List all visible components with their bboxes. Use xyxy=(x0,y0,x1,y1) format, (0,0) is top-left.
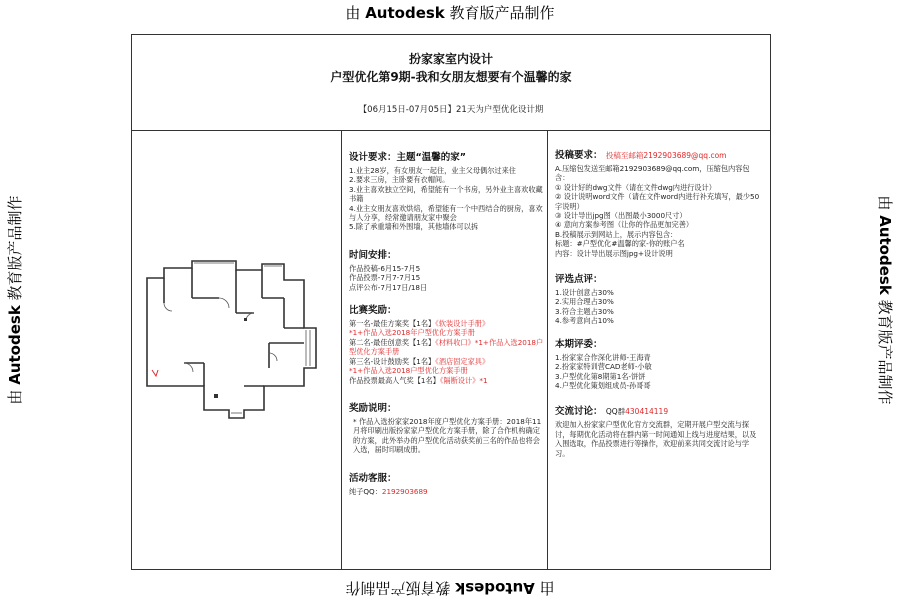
prizes-title: 比赛奖励： xyxy=(349,305,397,317)
submission-item: 内容：设计导出展示图jpg+设计说明 xyxy=(555,248,673,258)
review-item: 2.实用合理占30% xyxy=(555,297,614,307)
judge-item: 4.户型优化策划组成员-孙哥哥 xyxy=(555,380,651,390)
reward-note-text: * 作品入选扮家家2018年度户型优化方案手册：2018年11月将印刷出版扮家家户型优化方案手册，除了合作机构确定的方案，此外举办的户型优化活动获奖前三名的作品也将会入选，届时印刷成册。 xyxy=(353,416,542,455)
prize-first-note: *1+作品入选2018年户型优化方案手册 xyxy=(349,328,475,338)
submission-item: ① 设计好的dwg文件（请在文件dwg内进行设计） xyxy=(555,182,716,192)
schedule xyxy=(349,250,544,292)
submission-item: ④ 意向方案参考图（让你的作品更加完善） xyxy=(555,220,694,230)
submission-panel xyxy=(548,130,770,569)
design-item: 2.要求三房，主卧要有衣帽间。 xyxy=(349,175,450,185)
schedule-item: 作品投票-7月7-7月15 xyxy=(349,273,421,283)
design-item: 1.业主28岁，有女朋友一起住，业主父母偶尔过来住 xyxy=(349,166,516,175)
prize-second: 第二名-最佳创意奖【1名】《材料收口》*1+作品入选2018户型优化方案手册 xyxy=(349,337,544,357)
service xyxy=(349,473,544,496)
review-title: 评选点评： xyxy=(555,274,603,286)
submission-item: 标题：#户型优化#温馨的家-你的账户名 xyxy=(555,239,685,249)
design-requirements xyxy=(349,152,544,232)
discussion-title: 交流讨论： QQ群430414119 xyxy=(555,406,669,418)
review-item: 3.符合主题占30% xyxy=(555,306,614,316)
design-requirements-title: 设计要求：主题“温馨的家” xyxy=(349,152,466,163)
submission-title: 投稿要求： 投稿至邮箱2192903689@qq.com xyxy=(555,150,727,161)
design-item: 4.业主女朋友喜欢烘焙，希望能有一个中西结合的厨房，喜欢与人分享，经常邀请朋友家中聚会 xyxy=(349,203,543,223)
review-item: 4.参考意向占10% xyxy=(555,316,614,326)
service-contact: 纯子QQ：2192903689 xyxy=(349,486,428,496)
requirements-panel xyxy=(341,130,548,569)
submission-requirements xyxy=(555,150,763,258)
prize-third: 第三名-设计鼓励奖【1名】《酒店固定家具》 xyxy=(349,356,490,366)
discussion-text: 欢迎加入扮家家户型优化官方交流群，定期开展户型交流与探讨，每期优化活动将在群内第一时间通知上线与进度结果，以及入围选取，作品投票进行等操作，欢迎前来共同交流讨论与学习。 xyxy=(555,420,757,458)
prize-popular: 作品投票最高人气奖【1名】《隔断设计》*1 xyxy=(349,375,488,385)
design-item: 3.业主喜欢独立空间，希望能有一个书房，另外业主喜欢收藏书籍 xyxy=(349,184,543,204)
submission-item: A.压缩包发送至邮箱2192903689@qq.com，压缩包内容包含： xyxy=(555,164,750,183)
schedule-item: 点评公布-7月17日/18日 xyxy=(349,282,428,292)
submission-item: ③ 设计导出jpg图（出图最小3000尺寸） xyxy=(555,211,687,221)
drawing-sheet xyxy=(131,34,771,570)
watermark-right: 由 Autodesk 教育版产品制作 xyxy=(876,195,894,405)
submission-item: B.投稿展示到网站上，展示内容包含： xyxy=(555,229,678,239)
discussion xyxy=(555,406,763,458)
design-item: 5.除了承重墙和外围墙，其他墙体可以拆 xyxy=(349,222,479,232)
submission-item: ② 设计说明word文件（请在文件word内进行补充填写，最少50字说明） xyxy=(555,192,760,211)
prizes xyxy=(349,305,544,385)
schedule-item: 作品投稿-6月15-7月5 xyxy=(349,263,421,273)
judge-item: 1.扮家家合作深化讲师-王海青 xyxy=(555,352,651,362)
review-criteria xyxy=(555,274,763,326)
watermark-bottom: 由 Autodesk 教育版产品制作 xyxy=(345,579,555,597)
watermark-top: 由 Autodesk 教育版产品制作 xyxy=(345,4,555,22)
reward-note-title: 奖励说明： xyxy=(349,402,397,414)
schedule-title: 时间安排： xyxy=(349,249,397,261)
judges-title: 本期评委： xyxy=(555,338,603,350)
judge-item: 3.户型优化第8期第1名-饼饼 xyxy=(555,371,646,381)
floor-plan-drawing xyxy=(144,258,329,423)
sheet-header xyxy=(132,35,770,131)
studio-title: 扮家家室内设计 xyxy=(408,52,493,66)
prize-first: 第一名-最佳方案奖【1名】《软装设计手册》 xyxy=(349,319,490,329)
judge-item: 2.扮家家特训营CAD老师-小敏 xyxy=(555,362,652,372)
prize-third-note: *1+作品入选2018户型优化方案手册 xyxy=(349,366,468,376)
event-period: 【06月15日-07月05日】21天为户型优化设计期 xyxy=(358,105,544,115)
service-title: 活动客服： xyxy=(349,472,397,484)
watermark-left: 由 Autodesk 教育版产品制作 xyxy=(6,195,24,405)
event-title: 户型优化第9期-我和女朋友想要有个温馨的家 xyxy=(330,70,572,84)
review-item: 1.设计创意占30% xyxy=(555,288,614,298)
reward-note xyxy=(349,403,544,455)
judges xyxy=(555,339,763,391)
floor-plan-panel xyxy=(132,130,342,569)
